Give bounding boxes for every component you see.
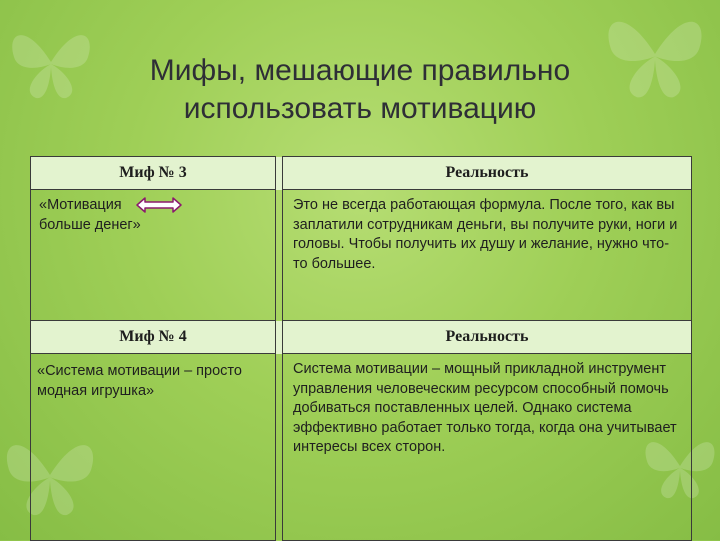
column-gap xyxy=(276,157,283,190)
table-header-row xyxy=(31,321,692,354)
myth-4-header: Миф № 4 xyxy=(31,321,276,354)
table-row xyxy=(31,190,692,321)
column-gap xyxy=(276,321,283,354)
title-line-2: использовать мотивацию xyxy=(183,92,537,125)
slide-title xyxy=(0,52,720,128)
myth-reality-table xyxy=(30,156,692,541)
myth-3-line: больше денег» xyxy=(39,216,141,233)
column-gap xyxy=(276,354,283,541)
myth-3-text xyxy=(31,190,276,321)
column-gap xyxy=(276,190,283,321)
myth-3-header: Миф № 3 xyxy=(31,157,276,190)
reality-3-text: Это не всегда работающая формула. После того, как вы заплатили сотрудникам деньги, вы получите руки, ноги и головы. Чтобы получить их душу и желание, нужно что-то большее. xyxy=(283,190,692,321)
reality-header: Реальность xyxy=(283,157,692,190)
myth-3-line: «Мотивация xyxy=(39,196,269,216)
myth-4-text: «Система мотивации – просто модная игрушка» xyxy=(31,354,276,541)
reality-header: Реальность xyxy=(283,321,692,354)
double-arrow-icon xyxy=(136,197,182,213)
reality-4-text: Система мотивации – мощный прикладной инструмент управления человеческим ресурсом способный помочь добиваться поставленных целей. Однако система эффективно работает только тогда, когда она учитывает интересы всех сторон. xyxy=(283,354,692,541)
table-header-row xyxy=(31,157,692,190)
table-row xyxy=(31,354,692,541)
title-line-1: Мифы, мешающие правильно xyxy=(149,54,571,87)
